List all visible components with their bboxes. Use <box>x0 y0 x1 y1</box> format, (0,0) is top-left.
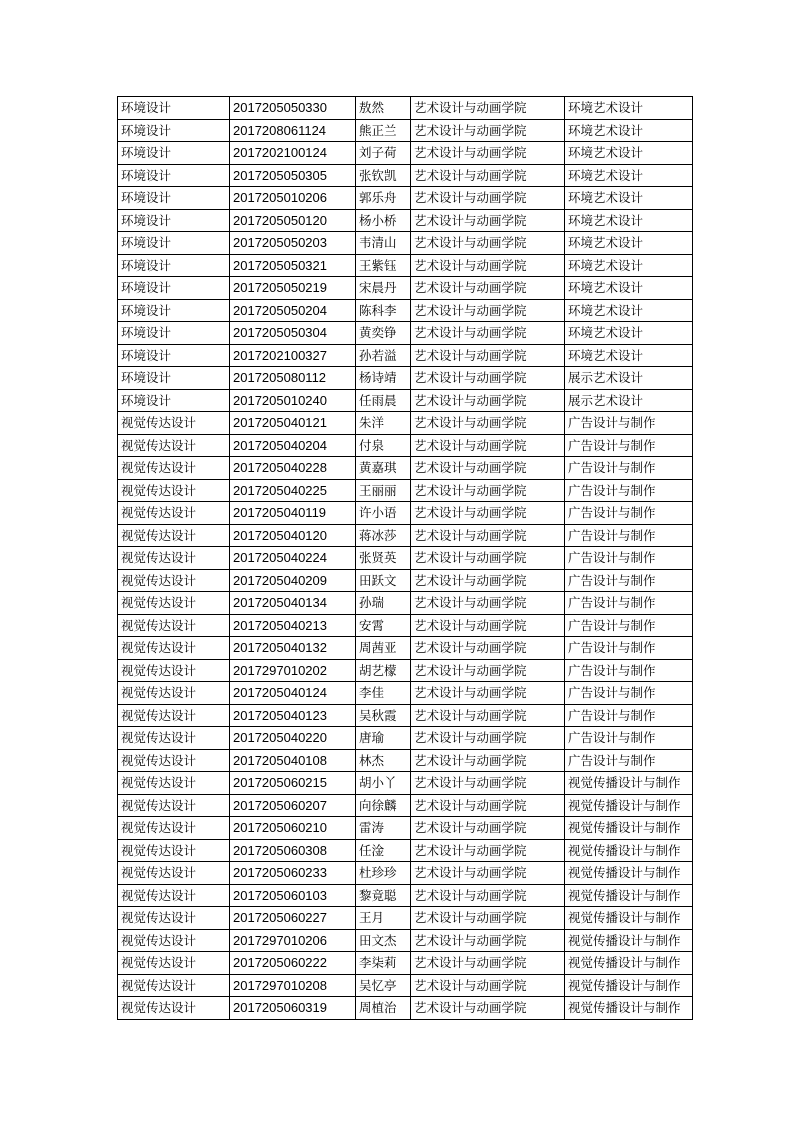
major-cell: 视觉传达设计 <box>118 434 230 457</box>
major-cell: 视觉传达设计 <box>118 637 230 660</box>
specialty-cell: 环境艺术设计 <box>565 299 693 322</box>
college-cell: 艺术设计与动画学院 <box>411 569 565 592</box>
specialty-cell: 环境艺术设计 <box>565 142 693 165</box>
specialty-cell: 广告设计与制作 <box>565 659 693 682</box>
student-name-cell: 蒋冰莎 <box>356 524 411 547</box>
table-row <box>118 997 693 1020</box>
student-name-cell: 林杰 <box>356 749 411 772</box>
student-name-cell: 李柒莉 <box>356 952 411 975</box>
college-cell: 艺术设计与动画学院 <box>411 997 565 1020</box>
college-cell: 艺术设计与动画学院 <box>411 974 565 997</box>
table-row <box>118 772 693 795</box>
major-cell: 环境设计 <box>118 142 230 165</box>
major-cell: 视觉传达设计 <box>118 704 230 727</box>
specialty-cell: 展示艺术设计 <box>565 367 693 390</box>
student-name-cell: 周植治 <box>356 997 411 1020</box>
major-cell: 视觉传达设计 <box>118 592 230 615</box>
major-cell: 视觉传达设计 <box>118 457 230 480</box>
major-cell: 环境设计 <box>118 97 230 120</box>
college-cell: 艺术设计与动画学院 <box>411 524 565 547</box>
major-cell: 视觉传达设计 <box>118 907 230 930</box>
college-cell: 艺术设计与动画学院 <box>411 479 565 502</box>
specialty-cell: 视觉传播设计与制作 <box>565 817 693 840</box>
specialty-cell: 环境艺术设计 <box>565 209 693 232</box>
college-cell: 艺术设计与动画学院 <box>411 412 565 435</box>
table-row <box>118 457 693 480</box>
table-row <box>118 839 693 862</box>
major-cell: 视觉传达设计 <box>118 682 230 705</box>
table-row <box>118 299 693 322</box>
major-cell: 视觉传达设计 <box>118 974 230 997</box>
table-row <box>118 97 693 120</box>
major-cell: 视觉传达设计 <box>118 524 230 547</box>
table-row <box>118 817 693 840</box>
table-row <box>118 704 693 727</box>
student-name-cell: 韦清山 <box>356 232 411 255</box>
specialty-cell: 视觉传播设计与制作 <box>565 884 693 907</box>
college-cell: 艺术设计与动画学院 <box>411 367 565 390</box>
specialty-cell: 广告设计与制作 <box>565 592 693 615</box>
college-cell: 艺术设计与动画学院 <box>411 187 565 210</box>
student-id-cell: 2017205040228 <box>230 457 356 480</box>
college-cell: 艺术设计与动画学院 <box>411 457 565 480</box>
specialty-cell: 环境艺术设计 <box>565 277 693 300</box>
college-cell: 艺术设计与动画学院 <box>411 727 565 750</box>
student-id-cell: 2017205060233 <box>230 862 356 885</box>
college-cell: 艺术设计与动画学院 <box>411 929 565 952</box>
major-cell: 视觉传达设计 <box>118 929 230 952</box>
student-name-cell: 周茜亚 <box>356 637 411 660</box>
student-name-cell: 付泉 <box>356 434 411 457</box>
major-cell: 环境设计 <box>118 254 230 277</box>
specialty-cell: 环境艺术设计 <box>565 344 693 367</box>
table-row <box>118 367 693 390</box>
student-name-cell: 熊正兰 <box>356 119 411 142</box>
student-id-cell: 2017205050120 <box>230 209 356 232</box>
specialty-cell: 广告设计与制作 <box>565 682 693 705</box>
major-cell: 视觉传达设计 <box>118 479 230 502</box>
table-row <box>118 142 693 165</box>
student-name-cell: 敖然 <box>356 97 411 120</box>
student-id-cell: 2017205050321 <box>230 254 356 277</box>
student-id-cell: 2017205040204 <box>230 434 356 457</box>
major-cell: 视觉传达设计 <box>118 569 230 592</box>
table-row <box>118 164 693 187</box>
table-row <box>118 389 693 412</box>
college-cell: 艺术设计与动画学院 <box>411 277 565 300</box>
student-name-cell: 雷涛 <box>356 817 411 840</box>
table-row <box>118 569 693 592</box>
college-cell: 艺术设计与动画学院 <box>411 434 565 457</box>
specialty-cell: 视觉传播设计与制作 <box>565 997 693 1020</box>
student-name-cell: 王月 <box>356 907 411 930</box>
major-cell: 环境设计 <box>118 299 230 322</box>
specialty-cell: 视觉传播设计与制作 <box>565 772 693 795</box>
major-cell: 视觉传达设计 <box>118 839 230 862</box>
table-row <box>118 794 693 817</box>
student-id-cell: 2017205040108 <box>230 749 356 772</box>
table-row <box>118 119 693 142</box>
table-row <box>118 344 693 367</box>
student-id-cell: 2017297010208 <box>230 974 356 997</box>
student-name-cell: 张钦凯 <box>356 164 411 187</box>
student-id-cell: 2017205060207 <box>230 794 356 817</box>
college-cell: 艺术设计与动画学院 <box>411 547 565 570</box>
major-cell: 视觉传达设计 <box>118 502 230 525</box>
student-name-cell: 刘子荷 <box>356 142 411 165</box>
student-name-cell: 许小语 <box>356 502 411 525</box>
table-row <box>118 974 693 997</box>
college-cell: 艺术设计与动画学院 <box>411 952 565 975</box>
table-row <box>118 614 693 637</box>
student-name-cell: 杜珍珍 <box>356 862 411 885</box>
student-table <box>117 96 693 1020</box>
specialty-cell: 广告设计与制作 <box>565 704 693 727</box>
table-row <box>118 187 693 210</box>
student-name-cell: 朱洋 <box>356 412 411 435</box>
student-id-cell: 2017202100124 <box>230 142 356 165</box>
major-cell: 视觉传达设计 <box>118 794 230 817</box>
student-name-cell: 王紫钰 <box>356 254 411 277</box>
student-name-cell: 黄奕铮 <box>356 322 411 345</box>
student-id-cell: 2017205040132 <box>230 637 356 660</box>
student-id-cell: 2017205040209 <box>230 569 356 592</box>
college-cell: 艺术设计与动画学院 <box>411 749 565 772</box>
college-cell: 艺术设计与动画学院 <box>411 254 565 277</box>
table-row <box>118 209 693 232</box>
student-name-cell: 李佳 <box>356 682 411 705</box>
specialty-cell: 广告设计与制作 <box>565 434 693 457</box>
table-row <box>118 682 693 705</box>
major-cell: 视觉传达设计 <box>118 614 230 637</box>
college-cell: 艺术设计与动画学院 <box>411 142 565 165</box>
table-row <box>118 524 693 547</box>
major-cell: 环境设计 <box>118 187 230 210</box>
college-cell: 艺术设计与动画学院 <box>411 637 565 660</box>
student-name-cell: 张贤英 <box>356 547 411 570</box>
student-name-cell: 田跃文 <box>356 569 411 592</box>
college-cell: 艺术设计与动画学院 <box>411 817 565 840</box>
table-row <box>118 412 693 435</box>
student-id-cell: 2017205040119 <box>230 502 356 525</box>
major-cell: 视觉传达设计 <box>118 659 230 682</box>
specialty-cell: 展示艺术设计 <box>565 389 693 412</box>
student-name-cell: 郭乐舟 <box>356 187 411 210</box>
major-cell: 视觉传达设计 <box>118 817 230 840</box>
specialty-cell: 广告设计与制作 <box>565 547 693 570</box>
student-id-cell: 2017205060308 <box>230 839 356 862</box>
major-cell: 视觉传达设计 <box>118 884 230 907</box>
student-id-cell: 2017205040220 <box>230 727 356 750</box>
college-cell: 艺术设计与动画学院 <box>411 97 565 120</box>
specialty-cell: 广告设计与制作 <box>565 412 693 435</box>
table-row <box>118 277 693 300</box>
college-cell: 艺术设计与动画学院 <box>411 794 565 817</box>
student-id-cell: 2017297010206 <box>230 929 356 952</box>
table-row <box>118 479 693 502</box>
major-cell: 环境设计 <box>118 322 230 345</box>
student-id-cell: 2017205040224 <box>230 547 356 570</box>
college-cell: 艺术设计与动画学院 <box>411 614 565 637</box>
college-cell: 艺术设计与动画学院 <box>411 704 565 727</box>
student-name-cell: 胡艺檬 <box>356 659 411 682</box>
major-cell: 环境设计 <box>118 344 230 367</box>
college-cell: 艺术设计与动画学院 <box>411 164 565 187</box>
student-name-cell: 唐瑜 <box>356 727 411 750</box>
table-row <box>118 952 693 975</box>
table-row <box>118 322 693 345</box>
student-id-cell: 2017205010206 <box>230 187 356 210</box>
student-id-cell: 2017208061124 <box>230 119 356 142</box>
specialty-cell: 环境艺术设计 <box>565 119 693 142</box>
specialty-cell: 广告设计与制作 <box>565 749 693 772</box>
table-row <box>118 637 693 660</box>
student-id-cell: 2017205050305 <box>230 164 356 187</box>
student-id-cell: 2017205050219 <box>230 277 356 300</box>
college-cell: 艺术设计与动画学院 <box>411 232 565 255</box>
student-id-cell: 2017205050304 <box>230 322 356 345</box>
student-id-cell: 2017205050204 <box>230 299 356 322</box>
major-cell: 视觉传达设计 <box>118 547 230 570</box>
major-cell: 环境设计 <box>118 232 230 255</box>
college-cell: 艺术设计与动画学院 <box>411 907 565 930</box>
college-cell: 艺术设计与动画学院 <box>411 862 565 885</box>
table-row <box>118 254 693 277</box>
table-row <box>118 727 693 750</box>
college-cell: 艺术设计与动画学院 <box>411 299 565 322</box>
table-row <box>118 502 693 525</box>
specialty-cell: 广告设计与制作 <box>565 502 693 525</box>
student-id-cell: 2017205060319 <box>230 997 356 1020</box>
specialty-cell: 视觉传播设计与制作 <box>565 974 693 997</box>
specialty-cell: 环境艺术设计 <box>565 187 693 210</box>
college-cell: 艺术设计与动画学院 <box>411 839 565 862</box>
major-cell: 视觉传达设计 <box>118 412 230 435</box>
student-name-cell: 孙瑞 <box>356 592 411 615</box>
specialty-cell: 视觉传播设计与制作 <box>565 862 693 885</box>
student-id-cell: 2017205060210 <box>230 817 356 840</box>
table-row <box>118 592 693 615</box>
major-cell: 环境设计 <box>118 209 230 232</box>
student-name-cell: 杨小桥 <box>356 209 411 232</box>
specialty-cell: 环境艺术设计 <box>565 164 693 187</box>
student-name-cell: 吴秋霞 <box>356 704 411 727</box>
specialty-cell: 视觉传播设计与制作 <box>565 794 693 817</box>
major-cell: 视觉传达设计 <box>118 727 230 750</box>
college-cell: 艺术设计与动画学院 <box>411 209 565 232</box>
major-cell: 视觉传达设计 <box>118 997 230 1020</box>
student-id-cell: 2017202100327 <box>230 344 356 367</box>
specialty-cell: 广告设计与制作 <box>565 524 693 547</box>
specialty-cell: 广告设计与制作 <box>565 457 693 480</box>
specialty-cell: 广告设计与制作 <box>565 614 693 637</box>
major-cell: 视觉传达设计 <box>118 749 230 772</box>
college-cell: 艺术设计与动画学院 <box>411 772 565 795</box>
specialty-cell: 环境艺术设计 <box>565 254 693 277</box>
student-id-cell: 2017205040213 <box>230 614 356 637</box>
college-cell: 艺术设计与动画学院 <box>411 119 565 142</box>
student-id-cell: 2017205040124 <box>230 682 356 705</box>
student-id-cell: 2017205050330 <box>230 97 356 120</box>
major-cell: 视觉传达设计 <box>118 862 230 885</box>
student-id-cell: 2017205050203 <box>230 232 356 255</box>
specialty-cell: 视觉传播设计与制作 <box>565 929 693 952</box>
college-cell: 艺术设计与动画学院 <box>411 592 565 615</box>
major-cell: 环境设计 <box>118 367 230 390</box>
table-body <box>118 97 693 1020</box>
table-row <box>118 884 693 907</box>
major-cell: 视觉传达设计 <box>118 772 230 795</box>
major-cell: 视觉传达设计 <box>118 952 230 975</box>
student-id-cell: 2017205040121 <box>230 412 356 435</box>
student-name-cell: 胡小丫 <box>356 772 411 795</box>
specialty-cell: 环境艺术设计 <box>565 232 693 255</box>
student-id-cell: 2017205060227 <box>230 907 356 930</box>
major-cell: 环境设计 <box>118 389 230 412</box>
table-row <box>118 749 693 772</box>
student-name-cell: 任雨晨 <box>356 389 411 412</box>
college-cell: 艺术设计与动画学院 <box>411 389 565 412</box>
college-cell: 艺术设计与动画学院 <box>411 682 565 705</box>
student-name-cell: 安霄 <box>356 614 411 637</box>
specialty-cell: 广告设计与制作 <box>565 727 693 750</box>
college-cell: 艺术设计与动画学院 <box>411 344 565 367</box>
student-name-cell: 杨诗靖 <box>356 367 411 390</box>
table-row <box>118 907 693 930</box>
table-row <box>118 862 693 885</box>
student-id-cell: 2017205080112 <box>230 367 356 390</box>
specialty-cell: 广告设计与制作 <box>565 637 693 660</box>
student-name-cell: 田文杰 <box>356 929 411 952</box>
specialty-cell: 视觉传播设计与制作 <box>565 839 693 862</box>
college-cell: 艺术设计与动画学院 <box>411 502 565 525</box>
student-name-cell: 任淦 <box>356 839 411 862</box>
table-row <box>118 434 693 457</box>
specialty-cell: 环境艺术设计 <box>565 322 693 345</box>
student-id-cell: 2017205040120 <box>230 524 356 547</box>
student-name-cell: 吴忆亭 <box>356 974 411 997</box>
student-name-cell: 陈科李 <box>356 299 411 322</box>
student-id-cell: 2017205040225 <box>230 479 356 502</box>
table-row <box>118 659 693 682</box>
specialty-cell: 广告设计与制作 <box>565 569 693 592</box>
major-cell: 环境设计 <box>118 164 230 187</box>
table-row <box>118 929 693 952</box>
student-id-cell: 2017205060215 <box>230 772 356 795</box>
student-name-cell: 向徐麟 <box>356 794 411 817</box>
major-cell: 环境设计 <box>118 119 230 142</box>
student-id-cell: 2017205010240 <box>230 389 356 412</box>
table-row <box>118 232 693 255</box>
college-cell: 艺术设计与动画学院 <box>411 659 565 682</box>
specialty-cell: 广告设计与制作 <box>565 479 693 502</box>
student-name-cell: 宋晨丹 <box>356 277 411 300</box>
student-name-cell: 黄嘉琪 <box>356 457 411 480</box>
table-row <box>118 547 693 570</box>
student-id-cell: 2017205060222 <box>230 952 356 975</box>
specialty-cell: 视觉传播设计与制作 <box>565 952 693 975</box>
student-id-cell: 2017205040134 <box>230 592 356 615</box>
specialty-cell: 环境艺术设计 <box>565 97 693 120</box>
student-name-cell: 孙若溢 <box>356 344 411 367</box>
student-id-cell: 2017297010202 <box>230 659 356 682</box>
major-cell: 环境设计 <box>118 277 230 300</box>
specialty-cell: 视觉传播设计与制作 <box>565 907 693 930</box>
college-cell: 艺术设计与动画学院 <box>411 884 565 907</box>
college-cell: 艺术设计与动画学院 <box>411 322 565 345</box>
student-name-cell: 黎竟聪 <box>356 884 411 907</box>
student-id-cell: 2017205040123 <box>230 704 356 727</box>
student-name-cell: 王丽丽 <box>356 479 411 502</box>
student-id-cell: 2017205060103 <box>230 884 356 907</box>
